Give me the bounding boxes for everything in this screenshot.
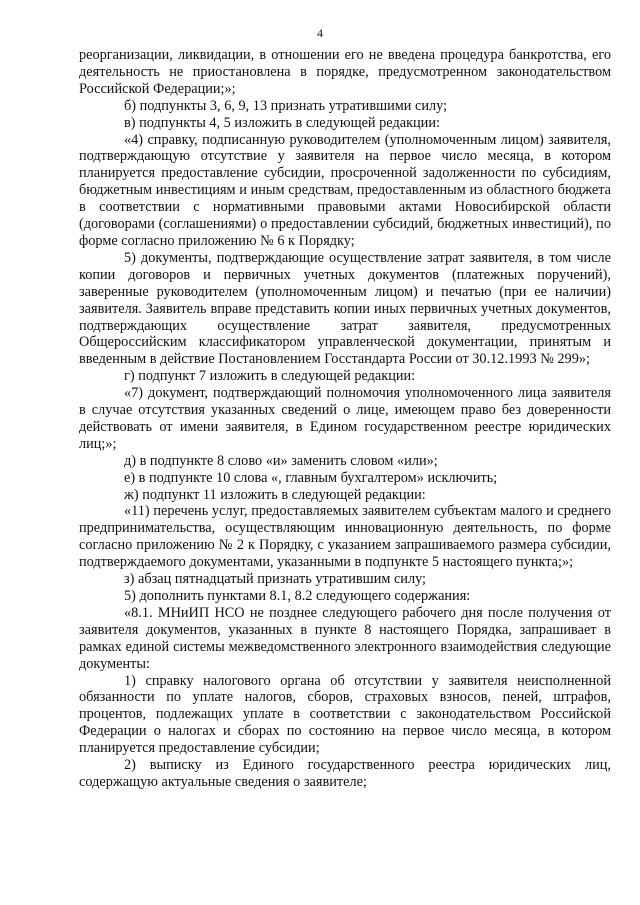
paragraph: 5) документы, подтверждающие осуществление затрат заявителя, в том числе копии договоров и первичных учетных документов (платежных поручений), заверенные руководителем (уполномоченным лицом) и печатью (при ее наличии) заявителя. Заявитель вправе представить копии иных первичных учетных документов, подтверждающих осуществление затрат заявителя, предусмотренных Общероссийским классификатором управленческой документации, принятым и введенным в действие Постановлением Госстандарта России от 30.12.1993 № 299»;: [79, 249, 611, 368]
paragraph: е) в подпункте 10 слова «, главным бухгалтером» исключить;: [124, 469, 498, 486]
paragraph: в) подпункты 4, 5 изложить в следующей редакции:: [124, 114, 440, 131]
paragraph: ж) подпункт 11 изложить в следующей редакции:: [124, 486, 426, 503]
paragraph: 5) дополнить пунктами 8.1, 8.2 следующего содержания:: [124, 588, 471, 604]
paragraph: реорганизации, ликвидации, в отношении его не введена процедура банкротства, его деятельность не приостановлена в порядке, предусмотренном законодательством Российской Федерации;»;: [79, 47, 611, 97]
paragraph: «8.1. МНиИП НСО не позднее следующего рабочего дня после получения от заявителя документов, указанных в пункте 8 настоящего Порядка, запрашивает в рамках единой системы межведомственного электронного взаимодействия следующие документы:: [79, 604, 611, 672]
paragraph: «4) справку, подписанную руководителем (уполномоченным лицом) заявителя, подтверждающую отсутствие у заявителя на первое число месяца, в котором планируется предоставление субсидии, просроченной задолженности по субсидиям, бюджетным инвестициям и иным средствам, предоставленным из областного бюджета в соответствии с нормативными правовыми актами Новосибирской области (договорами (соглашениями) о предоставлении субсидий, бюджетных инвестиций), по форме согласно приложению № 6 к Порядку;: [79, 131, 611, 249]
paragraph: 2) выписку из Единого государственного реестра юридических лиц, содержащую актуальные сведения о заявителе;: [79, 757, 611, 790]
paragraph: б) подпункты 3, 6, 9, 13 признать утратившими силу;: [124, 97, 448, 114]
paragraph: д) в подпункте 8 слово «и» заменить словом «или»;: [124, 452, 438, 469]
paragraph: г) подпункт 7 изложить в следующей редакции:: [124, 368, 416, 385]
document-body: [79, 47, 611, 791]
paragraph: 1) справку налогового органа об отсутствии у заявителя неисполненной обязанности по уплате налогов, сборов, страховых взносов, пеней, штрафов, процентов, подлежащих уплате в соответствии с законодательством Российской Федерации о налогах и сборах по состоянию на первое число месяца, в котором планируется предоставление субсидии;: [79, 672, 611, 757]
page-number: 4: [317, 26, 323, 40]
paragraph: «11) перечень услуг, предоставляемых заявителем субъектам малого и среднего предпринимательства, осуществляющим инновационную деятельность, по форме согласно приложению № 2 к Порядку, с указанием запрашиваемого размера субсидии, подтверждаемого документами, указанными в подпункте 5 настоящего пункта;»;: [79, 503, 611, 571]
paragraph: з) абзац пятнадцатый признать утратившим силу;: [124, 571, 427, 588]
paragraph: «7) документ, подтверждающий полномочия уполномоченного лица заявителя в случае отсутствия указанных сведений о лице, имеющем право без доверенности действовать от имени заявителя, в Едином государственном реестре юридических лиц;»;: [79, 385, 611, 452]
